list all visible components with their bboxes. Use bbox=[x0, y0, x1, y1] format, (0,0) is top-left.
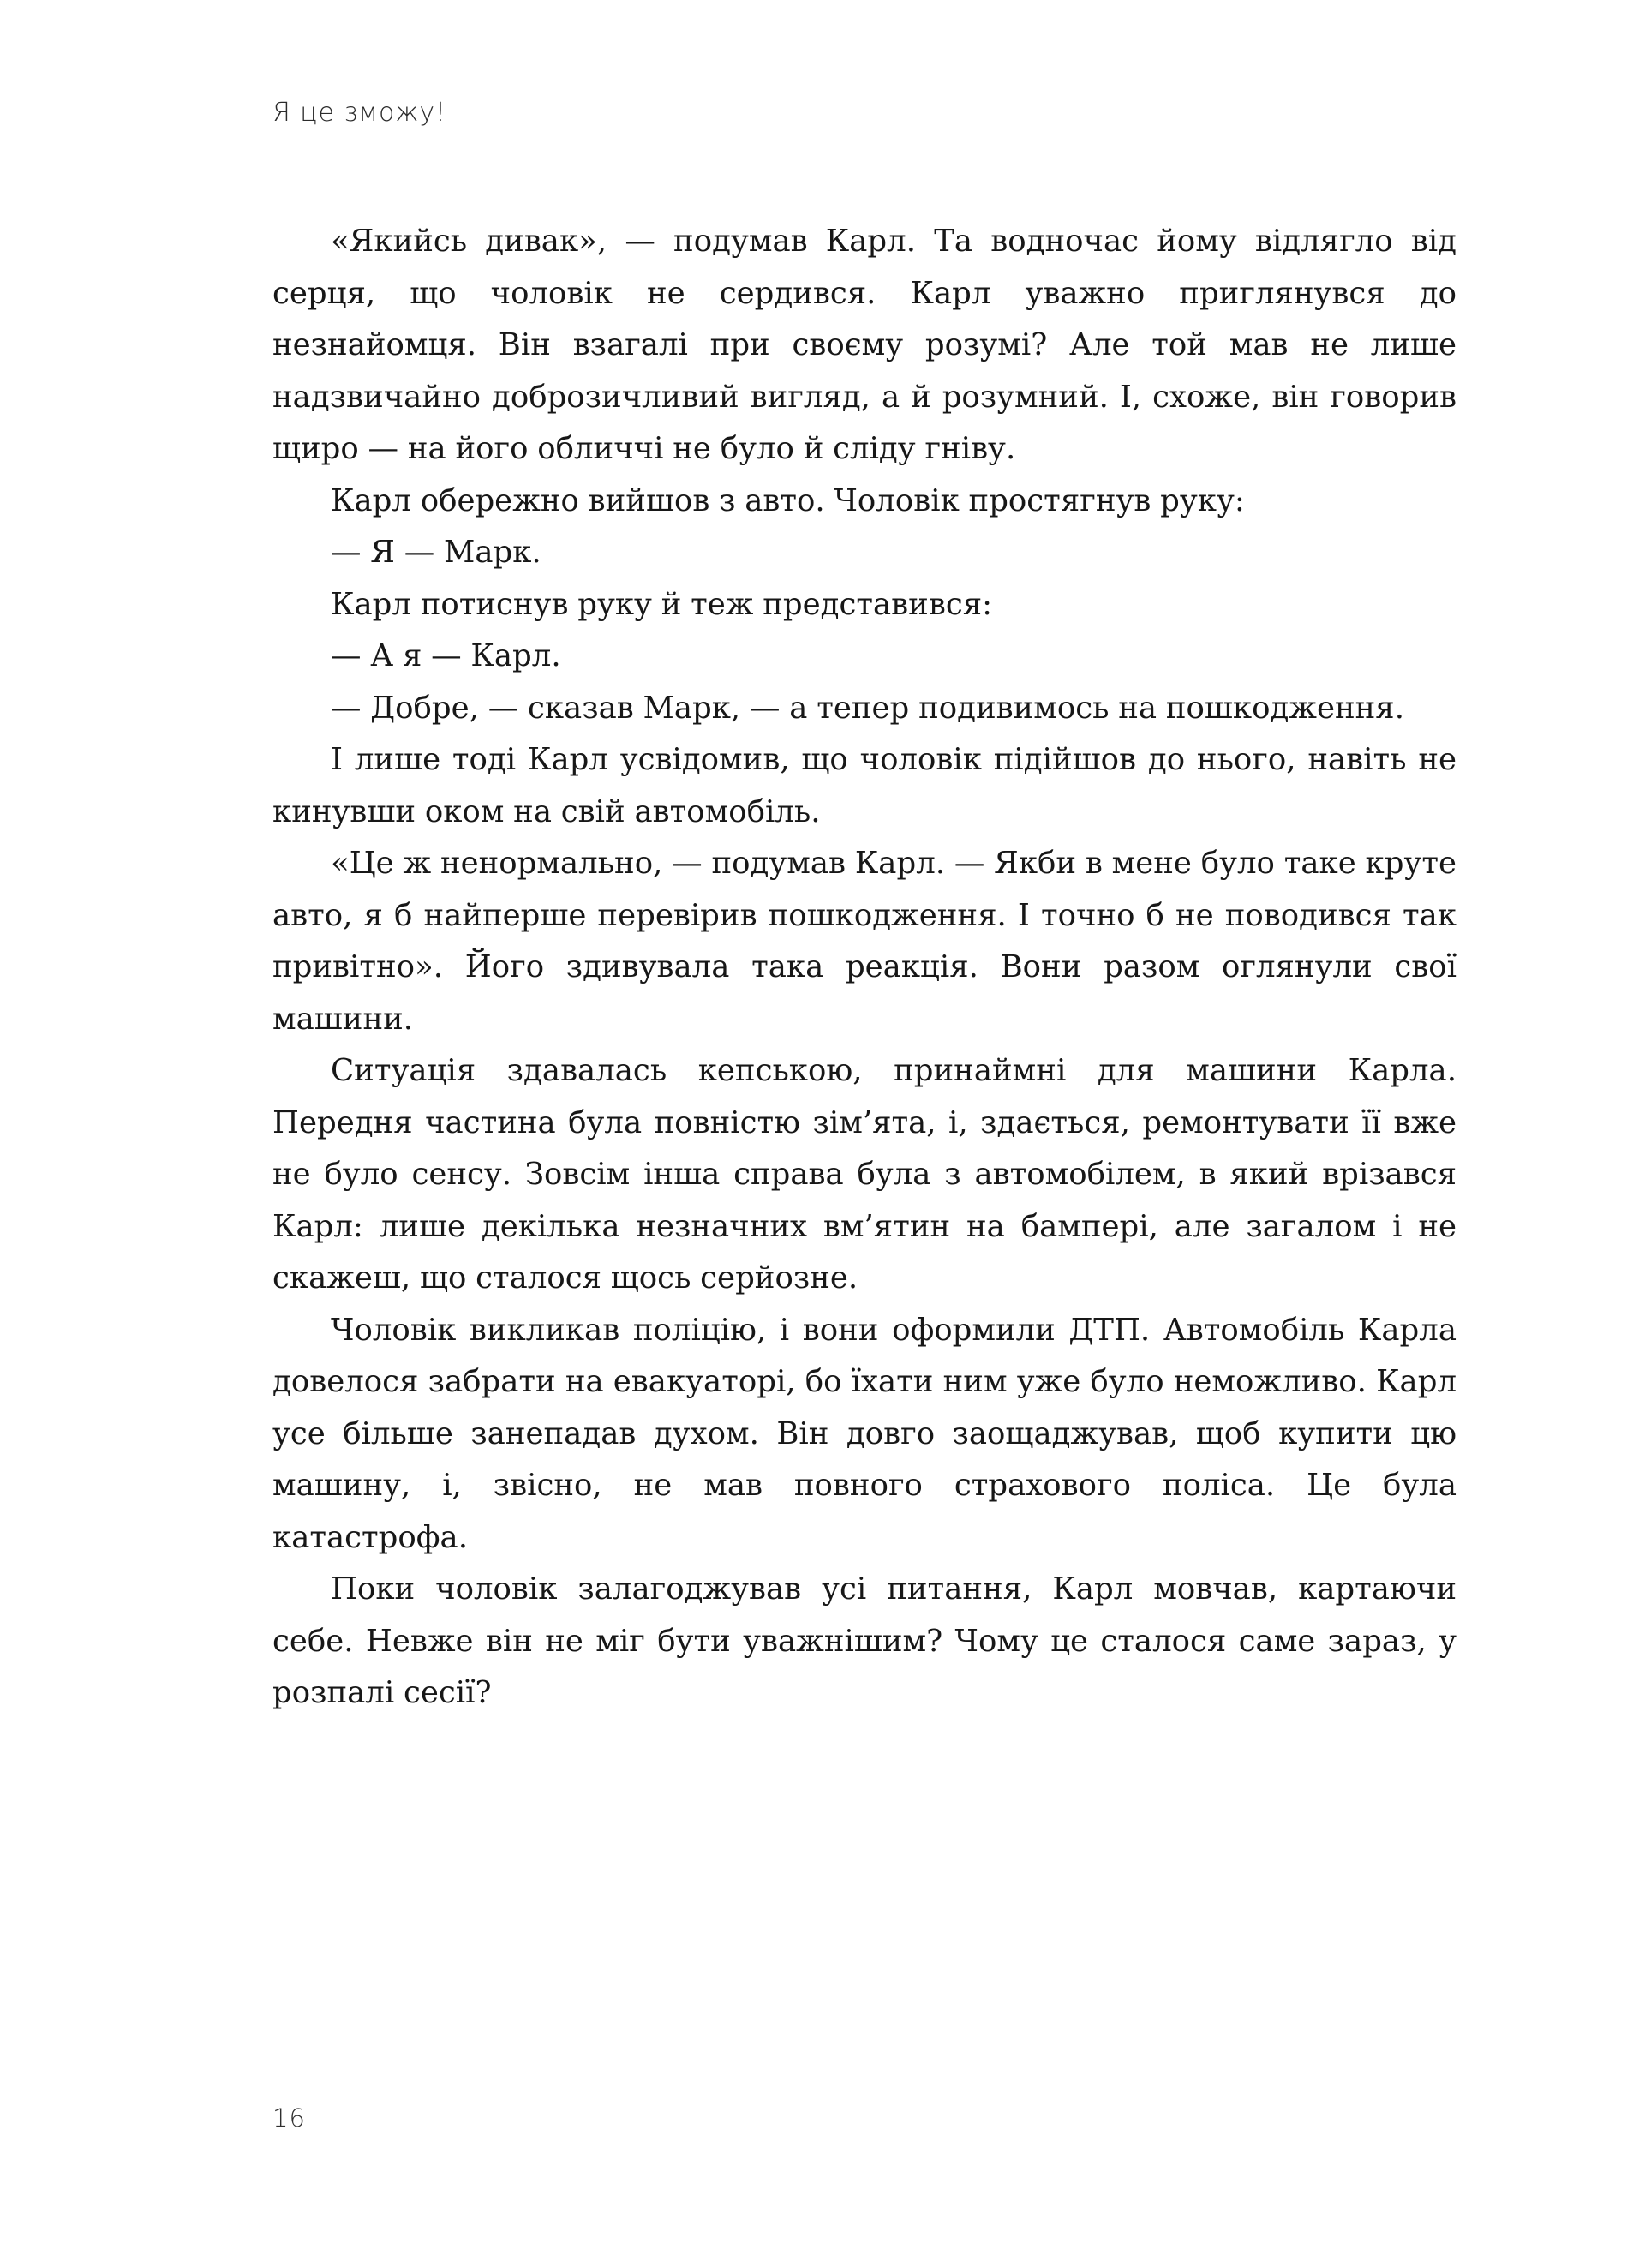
paragraph: Карл потиснув руку й теж представився: bbox=[331, 586, 993, 622]
dialogue-line: — Я — Марк. bbox=[331, 535, 541, 570]
paragraph: Карл обережно вийшов з авто. Чоловік простягнув руку: bbox=[331, 482, 1245, 518]
running-head: Я це зможу! bbox=[272, 98, 446, 128]
body-text-block bbox=[272, 216, 1457, 1720]
paragraph: Поки чоловік залагоджував усі питання, Карл мовчав, картаючи себе. Невже він не міг бути уважнішим? Чому це сталося саме зараз, у розпалі сесії? bbox=[272, 1571, 1457, 1710]
paragraph: І лише тоді Карл усвідомив, що чоловік підійшов до нього, навіть не кинувши оком на свій автомобіль. bbox=[272, 742, 1457, 829]
page-number: 16 bbox=[272, 2103, 306, 2133]
paragraph: «Якийсь дивак», — подумав Карл. Та водночас йому відлягло від серця, що чоловік не сердився. Карл уважно приглянувся до незнайомця. Він взагалі при своєму розумі? Але той мав не лише надзвичайно доброзичливий вигляд, а й розумний. І, схоже, він говорив щиро — на його обличчі не було й сліду гніву. bbox=[272, 224, 1457, 466]
paragraph: «Це ж ненормально, — подумав Карл. — Якби в мене було таке круте авто, я б найперше перевірив пошкодження. І точно б не поводився так привітно». Його здивувала така реакція. Вони разом оглянули свої машини. bbox=[272, 846, 1457, 1037]
dialogue-line: — А я — Карл. bbox=[331, 638, 561, 673]
paragraph: Ситуація здавалась кепською, принаймні для машини Карла. Передня частина була повністю зім’ята, і, здається, ремонтувати її вже не було сенсу. Зовсім інша справа була з автомобілем, в який врізався Карл: лише декілька незначних вм’ятин на бампері, але загалом і не скажеш, що сталося щось серйозне. bbox=[272, 1053, 1457, 1296]
dialogue-line: — Добре, — сказав Марк, — а тепер подивимось на пошкодження. bbox=[331, 690, 1404, 726]
paragraph: Чоловік викликав поліцію, і вони оформили ДТП. Автомобіль Карла довелося забрати на евакуаторі, бо їхати ним уже було неможливо. Карл усе більше занепадав духом. Він довго заощаджував, щоб купити цю машину, і, звісно, не мав повного страхового поліса. Це була катастрофа. bbox=[272, 1312, 1457, 1555]
